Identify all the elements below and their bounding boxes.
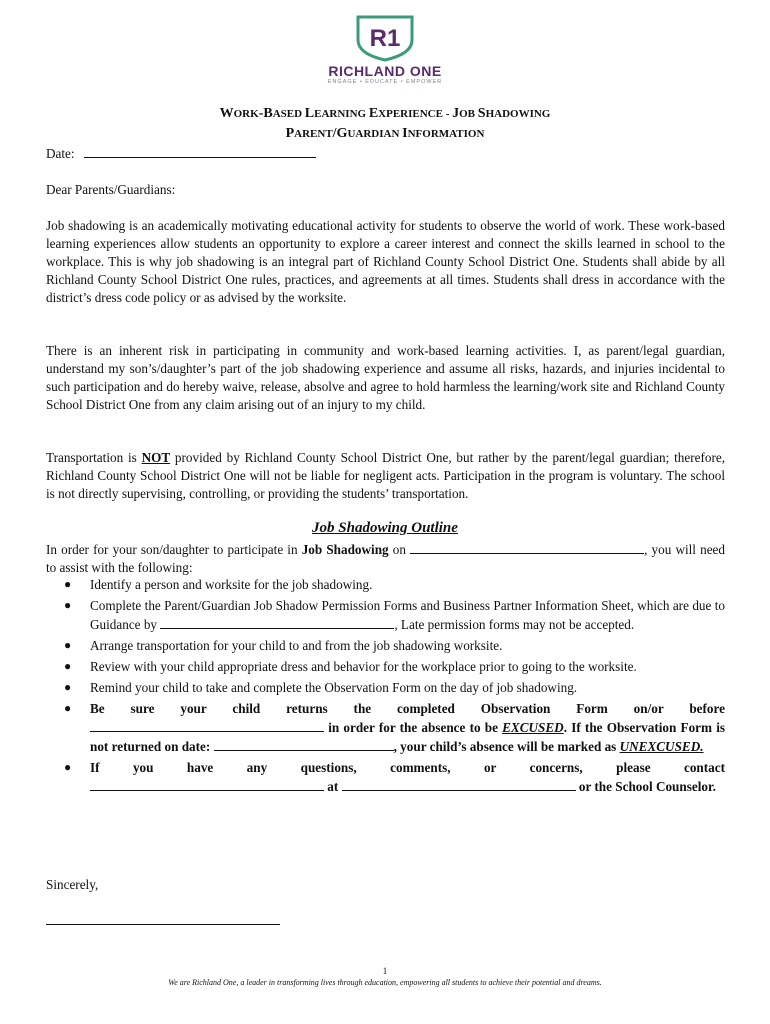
list-item: ● Review with your child appropriate dress and behavior for the workplace prior to going to the worksite. [64, 659, 637, 674]
observation-due-blank[interactable] [90, 719, 324, 732]
list-item: ● Complete the Parent/Guardian Job Shadow Permission Forms and Business Partner Information Sheet, which are due to Guidance by , Late permission forms may not be accepted. [64, 598, 725, 632]
list-item: ● Remind your child to take and complete the Observation Form on the day of job shadowing. [64, 680, 578, 695]
contact-name-blank[interactable] [90, 778, 324, 791]
page-number: 1 [382, 966, 388, 976]
date-label: Date: [46, 146, 75, 161]
bullet-icon: ● [64, 680, 72, 694]
list-item: ● If you have any questions, comments, or concerns, please contact at or the School Counselor. [64, 760, 725, 794]
bullet-icon: ● [64, 598, 72, 612]
outline-intro: In order for your son/daughter to participate in Job Shadowing on , you will need to assist with the following: [46, 542, 725, 575]
list-item: ● Identify a person and worksite for the job shadowing. [64, 577, 373, 592]
date-row [46, 145, 725, 163]
bullet-icon: ● [64, 701, 72, 715]
salutation: Dear Parents/Guardians: [46, 182, 176, 197]
footer-mission: We are Richland One, a leader in transforming lives through education, empowering all students to achieve their potential and dreams. [168, 978, 602, 987]
guidance-due-blank[interactable] [160, 616, 394, 629]
bullet-icon: ● [64, 638, 72, 652]
paragraph-risk-waiver: There is an inherent risk in participating in community and work-based learning activities. I, as parent/legal guardian, understand my son’s/daughter’s part of the job shadowing experience and assume all risks, hazards, and injuries incidental to such participation and do hereby waive, release, absolve and agree to hold harmless the learning/work site and Richland County School District One from any claim arising out of an injury to my child. [46, 343, 725, 412]
document-title: WORK-BASED LEARNING EXPERIENCE - JOB SHADOWING [219, 106, 551, 121]
document-subtitle: PARENT/GUARDIAN INFORMATION [285, 126, 485, 141]
district-logo [300, 14, 470, 94]
unexcused-emphasis: UNEXCUSED. [619, 739, 704, 754]
bullet-icon: ● [64, 760, 72, 774]
signature-line[interactable] [46, 924, 280, 925]
list-item: ● Arrange transportation for your child to and from the job shadowing worksite. [64, 638, 503, 653]
shadow-date-blank[interactable] [410, 541, 644, 554]
list-item: ● Be sure your child returns the completed Observation Form on/or before in order for the absence to be EXCUSED. If the Observation Form is not returned on date: , your child’s absence will be marked as UNEXCUSED. [64, 701, 725, 754]
not-emphasis: NOT [141, 450, 171, 465]
bullet-icon: ● [64, 659, 72, 673]
contact-info-blank[interactable] [342, 778, 576, 791]
date-blank[interactable] [84, 145, 316, 158]
outline-list [62, 575, 725, 798]
district-tagline: ENGAGE • EDUCATE • EMPOWER [327, 79, 443, 85]
shield-logo-icon [354, 14, 416, 62]
outline-heading: Job Shadowing Outline [312, 520, 458, 536]
bullet-icon: ● [64, 577, 72, 591]
svg-text:R1: R1 [369, 25, 401, 52]
closing: Sincerely, [46, 877, 99, 892]
return-date-blank[interactable] [214, 738, 394, 751]
excused-emphasis: EXCUSED [502, 720, 564, 735]
paragraph-purpose: Job shadowing is an academically motivating educational activity for students to observe the world of work. These work-based learning experiences allow students an opportunity to explore a career interest and connect the skills learned in school to the workplace. This is why job shadowing is an integral part of Richland County School District One. Students shall abide by all Richland County School District One rules, practices, and agreements at all times. Students shall dress in accordance with the district’s dress code policy or as advised by the worksite. [46, 218, 725, 305]
paragraph-transportation: Transportation is NOT provided by Richland County School District One, but rather by the parent/legal guardian; therefore, Richland County School District One will not be liable for negligent acts. Participation in the program is voluntary. The school is not directly supervising, controlling, or providing the students’ transportation. [46, 450, 725, 501]
district-name: RICHLAND ONE [328, 63, 442, 79]
